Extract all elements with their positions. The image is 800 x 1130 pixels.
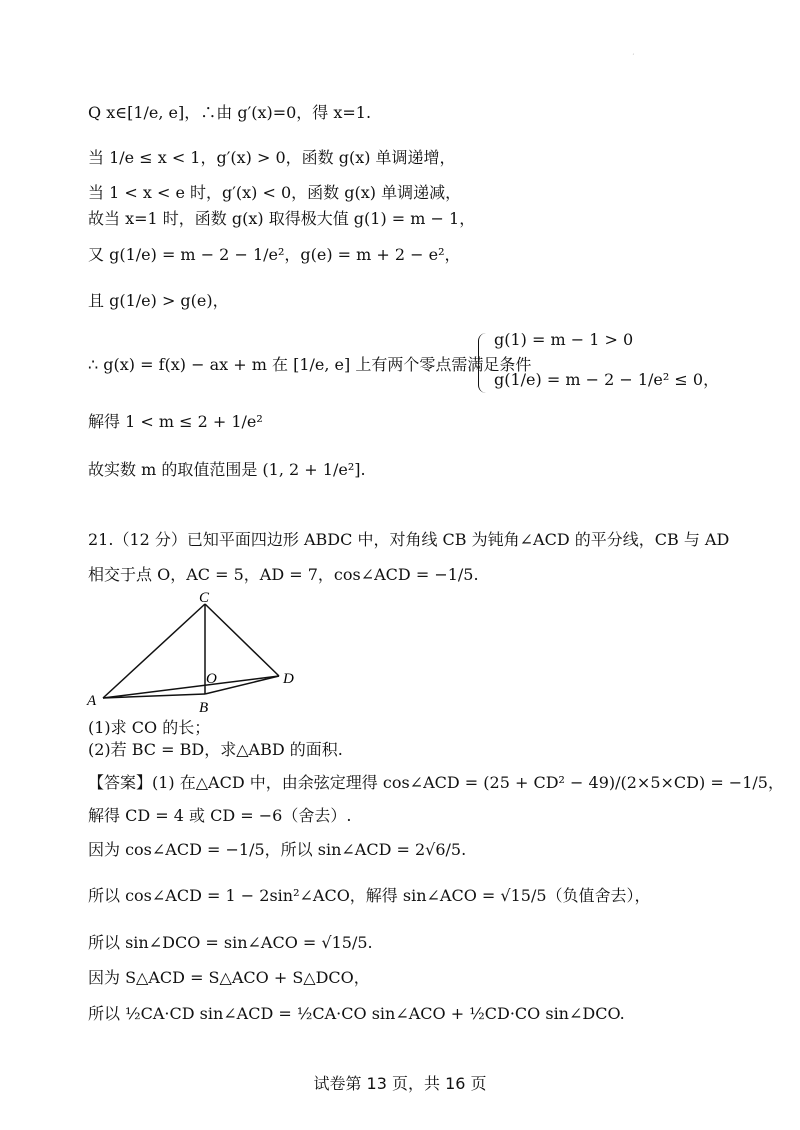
answer-line: 所以 sin∠DCO = sin∠ACO = √15/5. xyxy=(88,933,373,952)
label-D: D xyxy=(283,671,294,687)
page-footer: 试卷第 13 页，共 16 页 xyxy=(313,1074,487,1093)
question-2: (2)若 BC = BD，求△ABD 的面积. xyxy=(88,740,343,759)
solution-line: 故当 x=1 时，函数 g(x) 取得极大值 g(1) = m − 1， xyxy=(88,209,476,228)
label-C: C xyxy=(199,590,210,606)
answer-line: 因为 cos∠ACD = −1/5，所以 sin∠ACD = 2√6/5. xyxy=(88,840,467,859)
condition-brace xyxy=(478,333,491,393)
corner-mark: ¸ xyxy=(632,48,635,55)
solution-line: 故实数 m 的取值范围是 (1, 2 + 1/e²]. xyxy=(88,460,366,479)
condition-line: g(1/e) = m − 2 − 1/e² ≤ 0， xyxy=(494,370,720,389)
segment-AC xyxy=(103,604,205,698)
answer-line: 因为 S△ACD = S△ACO + S△DCO， xyxy=(88,968,370,987)
segment-CD xyxy=(205,604,279,676)
solution-line: 解得 1 < m ≤ 2 + 1/e² xyxy=(88,412,263,431)
solution-line: Q x∈[1/e, e]，∴由 g′(x)=0，得 x=1. xyxy=(88,103,372,122)
problem-stem: 相交于点 O，AC = 5，AD = 7，cos∠ACD = −1/5. xyxy=(88,565,479,584)
answer-line: 所以 cos∠ACD = 1 − 2sin²∠ACO，解得 sin∠ACO = √15/5（负值舍去）， xyxy=(88,886,651,905)
condition-line: g(1) = m − 1 > 0 xyxy=(494,330,634,349)
label-B: B xyxy=(199,700,209,716)
quadrilateral-figure xyxy=(85,590,315,720)
label-O: O xyxy=(206,671,217,687)
solution-line: 当 1/e ≤ x < 1，g′(x) > 0，函数 g(x) 单调递增， xyxy=(88,148,456,167)
answer-line: 【答案】(1) 在△ACD 中，由余弦定理得 cos∠ACD = (25 + CD² − 49)/(2×5×CD) = −1/5， xyxy=(88,773,784,792)
problem-stem: 21.（12 分）已知平面四边形 ABDC 中，对角线 CB 为钝角∠ACD 的平分线，CB 与 AD xyxy=(88,530,730,549)
label-A: A xyxy=(87,693,97,709)
question-1: (1)求 CO 的长； xyxy=(88,718,211,737)
solution-line: ∴ g(x) = f(x) − ax + m 在 [1/e, e] 上有两个零点需满足条件 xyxy=(88,355,532,374)
answer-line: 所以 ½CA·CD sin∠ACD = ½CA·CO sin∠ACO + ½CD·CO sin∠DCO. xyxy=(88,1004,625,1023)
solution-line: 且 g(1/e) > g(e)， xyxy=(88,291,229,310)
solution-line: 又 g(1/e) = m − 2 − 1/e²，g(e) = m + 2 − e²， xyxy=(88,245,461,264)
answer-line: 解得 CD = 4 或 CD = −6（舍去）. xyxy=(88,806,352,825)
solution-line: 当 1 < x < e 时，g′(x) < 0，函数 g(x) 单调递减， xyxy=(88,183,462,202)
